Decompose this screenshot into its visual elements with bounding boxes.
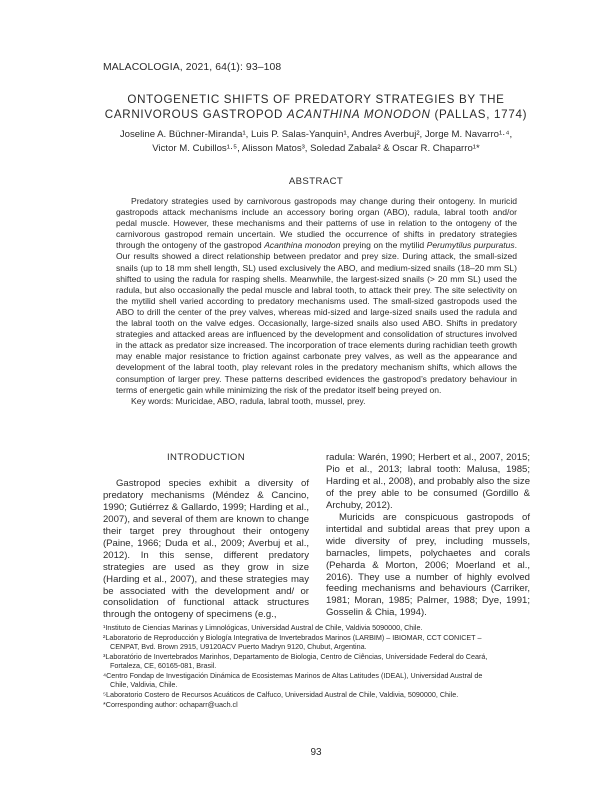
species-acanthina-monodon: Acanthina monodon bbox=[264, 240, 341, 251]
intro-paragraph-1-continued: radula: Warén, 1990; Herbert et al., 2007, 2015; Pio et al., 2013; labral tooth: Malusa, 1985; Harding et al., 2008), and probably also the size of the prey able to be consumed (Gordillo & Archuby, 2012). bbox=[326, 452, 530, 511]
abstract-body bbox=[116, 196, 517, 407]
species-perumytilus-purpuratus: Perumytilus purpuratus bbox=[426, 240, 515, 251]
abstract-heading: ABSTRACT bbox=[288, 176, 344, 187]
journal-citation: MALACOLOGIA, 2021, 64(1): 93–108 bbox=[103, 62, 282, 73]
title-text: CARNIVOROUS GASTROPOD bbox=[104, 108, 288, 121]
footnote-2 bbox=[103, 633, 531, 652]
intro-paragraph-1: Gastropod species exhibit a diversity of predatory mechanisms (Méndez & Cancino, 1990; Gutiérrez & Gallardo, 1999; Harding et al., 2007), and several of them are known to change their target prey throughout their ontogeny (Paine, 1966; Duda et al., 2009; Averbuj et al., 2012). In this sense, different predatory strategies are used as they grow in size (Harding et al., 2007), and these strategies may be associated with the development and/ or consolidation of functional attack structures through the ontogeny of specimens (e.g., bbox=[103, 477, 309, 621]
title-authority: (PALLAS, 1774) bbox=[430, 108, 528, 121]
abstract-text-a: Predatory strategies used by carnivorous gastropods may change during their ontogeny. In muricid gastropods attack mechanisms include an accessory boring organ (ABO), radula, labral tooth and/or pedal muscle. However, these mechanisms and their patterns of use in relation to the ontogeny of the carnivorous gastropod remain uncertain. We studied the occurrence of shifts in predatory strategies through the ontogeny of the gastropod bbox=[116, 196, 517, 251]
footnote-2-line-2: CENPAT, Bvd. Brown 2915, U9120ACV Puerto Madryn 9120, Chubut, Argentina. bbox=[110, 642, 367, 652]
footnote-4-line-1: ⁴Centro Fondap de Investigación Dinámica de Ecosistemas Marinos de Altas Latitudes (IDEAL), Universidad Austral de bbox=[103, 670, 483, 680]
title-species-name: ACANTHINA MONODON bbox=[287, 108, 431, 121]
footnote-4 bbox=[103, 671, 531, 690]
affiliation-footnotes bbox=[103, 623, 531, 710]
footnote-3-line-1: ³Laboratório de Invertebrados Marinhos, Departamento de Biologia, Centro de Ciências, Universidade Federal do Ceará, bbox=[103, 651, 488, 661]
author-list-line-2: Victor M. Cubillos¹·⁵, Alisson Matos³, Soledad Zabala² & Oscar R. Chaparro¹* bbox=[152, 143, 480, 154]
right-column bbox=[326, 452, 530, 619]
abstract-text-b: preying on the mytilid bbox=[342, 240, 425, 251]
footnote-3 bbox=[103, 652, 531, 671]
abstract-text-c: . Our results showed a direct relationship between predator and prey size. During attack, the small-sized snails (up to 18 mm shell length, SL) used exclusively the ABO, and medium-sized snails (18–20 mm SL) shifted to using the radula for rasping shells. Meanwhile, the largest-sized snails (> 20 mm SL) used the radula, but also occasionally the pedal muscle and labral tooth, to attack their prey. The site selectivity on the mytilid shell varied according to predatory mechanisms used. The small-sized gastropods used the ABO to drill the center of the prey valves, whereas mid-sized and large-sized snails used the radula and the labral tooth on the valve edges. Occasionally, large-sized snails also used ABO. Shifts in predatory strategies and attacked areas are influenced by the development and consolidation of structures involved in the attack as predator size increased. The incorporation of trace elements during rachidian teeth growth may enable major resistance to friction against carbonate prey valves, as well as the appearance and development of the labral tooth, play relevant roles in the predatory mechanism shifts, which allows the consumption of larger prey. These patterns described evidences the gastropod’s predatory behaviour in terms of energetic gain while minimizing the risk of the predator itself being preyed on. bbox=[116, 240, 518, 395]
corresponding-author: *Corresponding author: ochaparr@uach.cl bbox=[103, 699, 238, 709]
paper-title-line-1: ONTOGENETIC SHIFTS OF PREDATORY STRATEGIES BY THE bbox=[127, 93, 505, 106]
footnote-5: ⁵Laboratorio Costero de Recursos Acuáticos de Calfuco, Universidad Austral de Chile, Valdivia, 5090000, Chile. bbox=[103, 690, 459, 700]
left-column bbox=[103, 452, 309, 621]
introduction-heading: INTRODUCTION bbox=[167, 452, 245, 463]
footnote-4-line-2: Chile, Valdivia, Chile. bbox=[110, 680, 178, 690]
author-list-line-1: Joseline A. Büchner-Miranda¹, Luis P. Salas-Yanquin¹, Andres Averbuj², Jorge M. Navarro¹·⁴, bbox=[119, 129, 513, 140]
abstract-paragraph bbox=[116, 196, 517, 396]
page-number: 93 bbox=[310, 747, 322, 758]
footnote-1: ¹Instituto de Ciencias Marinas y Limnológicas, Universidad Austral de Chile, Valdivia 5090000, Chile. bbox=[103, 623, 423, 632]
keywords: Key words: Muricidae, ABO, radula, labral tooth, mussel, prey. bbox=[131, 395, 366, 406]
footnote-3-line-2: Fortaleza, CE, 60165-081, Brasil. bbox=[110, 661, 217, 671]
intro-paragraph-2: Muricids are conspicuous gastropods of intertidal and subtidal areas that prey upon a wide diversity of prey, including mussels, barnacles, limpets, polychaetes and corals (Peharda & Morton, 2006; Moerland et al., 2016). They use a number of highly evolved feeding mechanisms and behaviours (Carriker, 1981; Moran, 1985; Palmer, 1988; Dye, 1991; Gosselin & Chia, 1994). bbox=[326, 511, 530, 619]
footnote-2-line-1: ²Laboratorio de Reproducción y Biología Integrativa de Invertebrados Marinos (LARBIM) – IBIOMAR, CCT CONICET – bbox=[103, 632, 482, 642]
paper-title-line-2 bbox=[103, 107, 529, 122]
